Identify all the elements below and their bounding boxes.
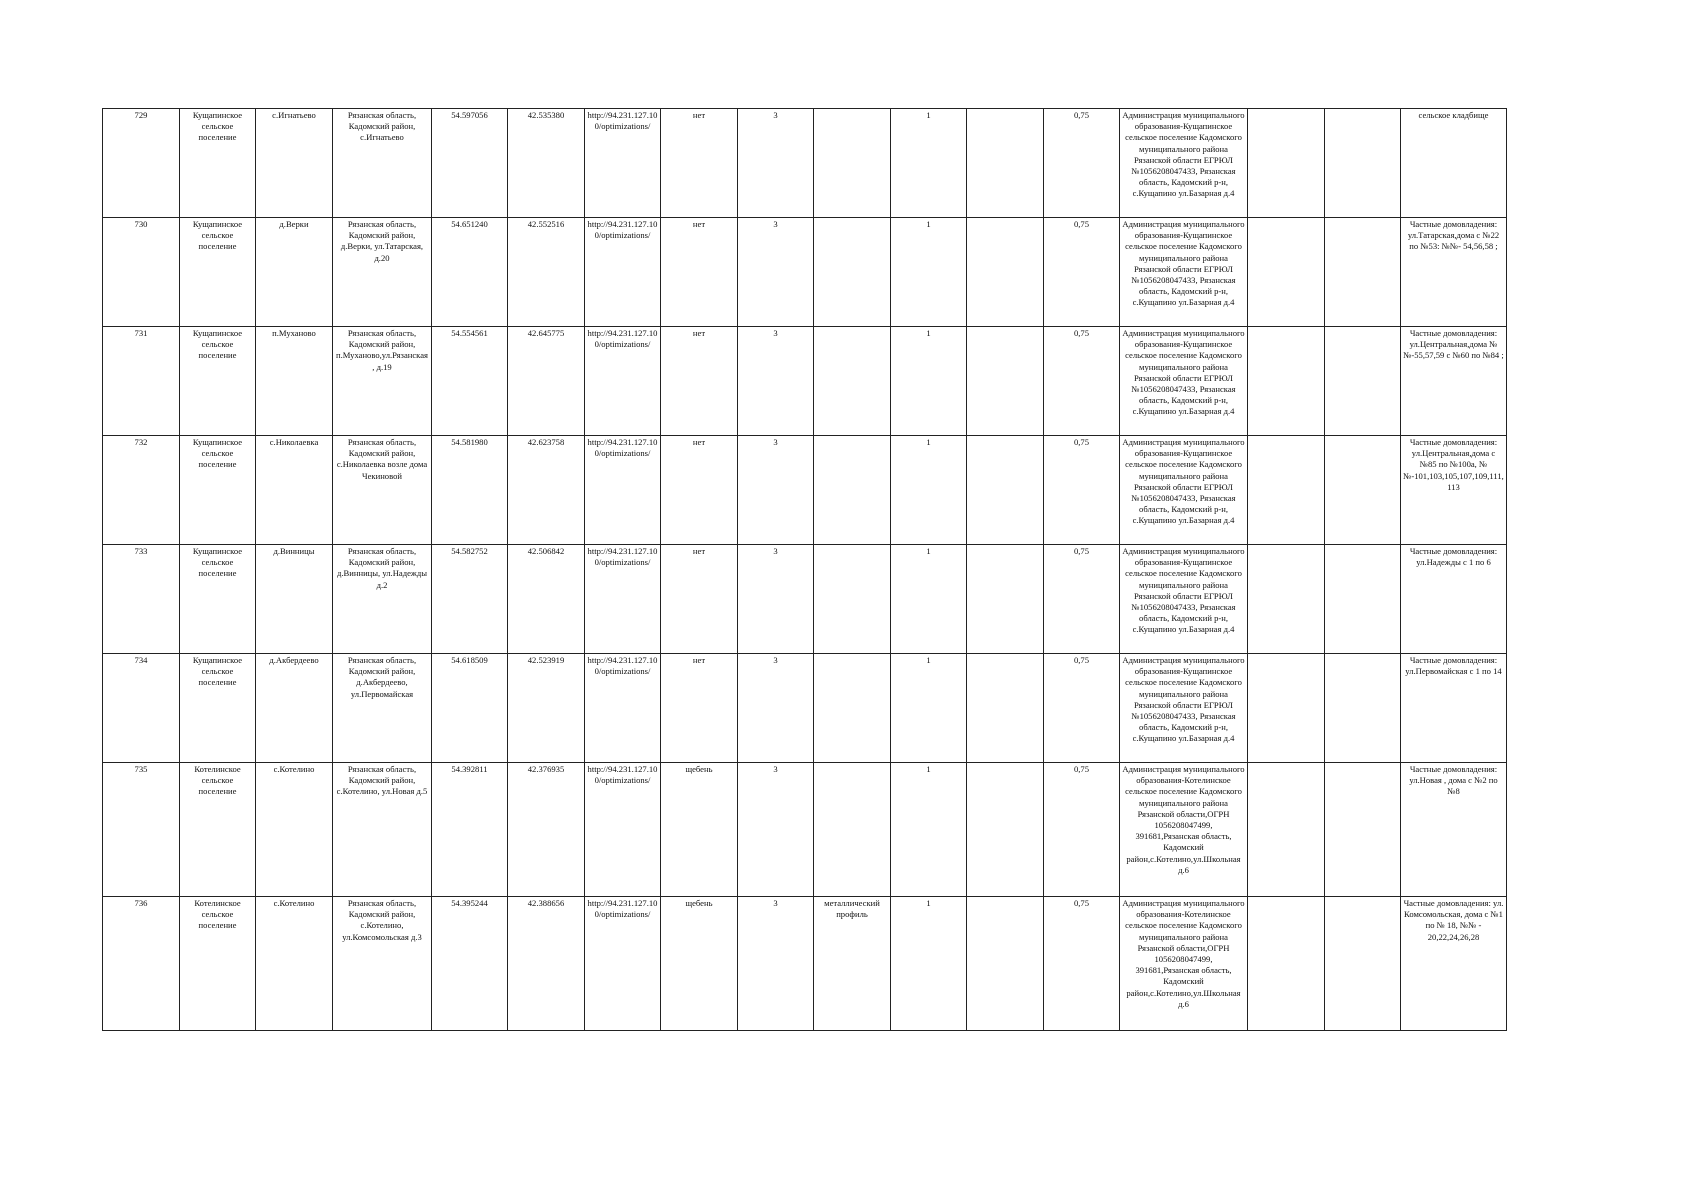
empty-cell xyxy=(1325,545,1401,654)
link-cell: http://94.231.127.100/optimizations/ xyxy=(585,327,661,436)
table-row xyxy=(103,545,1507,654)
volume-cell: 0,75 xyxy=(1044,654,1120,763)
table-row xyxy=(103,109,1507,218)
row-number-cell: 731 xyxy=(103,327,180,436)
latitude-cell: 54.581980 xyxy=(432,436,508,545)
row-number-cell: 734 xyxy=(103,654,180,763)
link-cell: http://94.231.127.100/optimizations/ xyxy=(585,109,661,218)
empty-cell xyxy=(1248,218,1325,327)
row-number-cell: 730 xyxy=(103,218,180,327)
locality-cell: д.Верки xyxy=(256,218,333,327)
volume-cell: 0,75 xyxy=(1044,545,1120,654)
container-count-cell: 3 xyxy=(738,897,814,1031)
surface-cover-cell: нет xyxy=(661,654,738,763)
settlement-cell: Котелинское сельское поселение xyxy=(180,897,256,1031)
owner-cell: Администрация муниципального образования-Кущапинское сельское поселение Кадомского муниципального района Рязанской области ЕГРЮЛ №1056208047433, Рязанская область, Кадомский р-н, с.Кущапино ул.Базарная д.4 xyxy=(1120,436,1248,545)
empty-cell xyxy=(1325,763,1401,897)
owner-cell: Администрация муниципального образования-Котелинское сельское поселение Кадомского муниципального района Рязанской области,ОГРН 1056208047499, 391681,Рязанская область, Кадомский район,с.Котелино,ул.Школьная д.6 xyxy=(1120,763,1248,897)
latitude-cell: 54.651240 xyxy=(432,218,508,327)
surface-cover-cell: щебень xyxy=(661,897,738,1031)
table-row xyxy=(103,436,1507,545)
longitude-cell: 42.623758 xyxy=(508,436,585,545)
waste-sources-cell: Частные домовладения: ул. Комсомольская, дома с №1 по № 18, №№ - 20,22,24,26,28 xyxy=(1401,897,1507,1031)
owner-cell: Администрация муниципального образования-Кущапинское сельское поселение Кадомского муниципального района Рязанской области ЕГРЮЛ №1056208047433, Рязанская область, Кадомский р-н, с.Кущапино ул.Базарная д.4 xyxy=(1120,327,1248,436)
empty-cell xyxy=(967,763,1044,897)
planned-count-cell: 1 xyxy=(891,545,967,654)
container-count-cell: 3 xyxy=(738,545,814,654)
row-number-cell: 733 xyxy=(103,545,180,654)
container-count-cell: 3 xyxy=(738,763,814,897)
locality-cell: д.Винницы xyxy=(256,545,333,654)
link-cell: http://94.231.127.100/optimizations/ xyxy=(585,897,661,1031)
empty-cell xyxy=(1325,109,1401,218)
surface-cover-cell: нет xyxy=(661,218,738,327)
address-cell: Рязанская область, Кадомский район, с.Котелино, ул.Новая д.5 xyxy=(333,763,432,897)
empty-cell xyxy=(967,327,1044,436)
address-cell: Рязанская область, Кадомский район, д.Верки, ул.Татарская, д.20 xyxy=(333,218,432,327)
latitude-cell: 54.597056 xyxy=(432,109,508,218)
surface-cover-cell: нет xyxy=(661,545,738,654)
empty-cell xyxy=(1248,654,1325,763)
fence-material-cell xyxy=(814,763,891,897)
row-number-cell: 735 xyxy=(103,763,180,897)
address-cell: Рязанская область, Кадомский район, п.Муханово,ул.Рязанская, д.19 xyxy=(333,327,432,436)
latitude-cell: 54.582752 xyxy=(432,545,508,654)
fence-material-cell xyxy=(814,436,891,545)
fence-material-cell xyxy=(814,109,891,218)
waste-sites-register-table xyxy=(102,108,1507,1031)
empty-cell xyxy=(1325,654,1401,763)
empty-cell xyxy=(1325,436,1401,545)
surface-cover-cell: нет xyxy=(661,109,738,218)
settlement-cell: Кущапинское сельское поселение xyxy=(180,654,256,763)
waste-sources-cell: Частные домовладения: ул.Татарская,дома с №22 по №53: №№- 54,56,58 ; xyxy=(1401,218,1507,327)
table-row xyxy=(103,763,1507,897)
settlement-cell: Котелинское сельское поселение xyxy=(180,763,256,897)
latitude-cell: 54.618509 xyxy=(432,654,508,763)
latitude-cell: 54.554561 xyxy=(432,327,508,436)
volume-cell: 0,75 xyxy=(1044,436,1120,545)
locality-cell: с.Котелино xyxy=(256,763,333,897)
locality-cell: с.Николаевка xyxy=(256,436,333,545)
planned-count-cell: 1 xyxy=(891,109,967,218)
empty-cell xyxy=(967,654,1044,763)
fence-material-cell: металлический профиль xyxy=(814,897,891,1031)
planned-count-cell: 1 xyxy=(891,218,967,327)
planned-count-cell: 1 xyxy=(891,436,967,545)
locality-cell: д.Акбердеево xyxy=(256,654,333,763)
link-cell: http://94.231.127.100/optimizations/ xyxy=(585,763,661,897)
fence-material-cell xyxy=(814,218,891,327)
locality-cell: с.Игнатьево xyxy=(256,109,333,218)
fence-material-cell xyxy=(814,545,891,654)
container-count-cell: 3 xyxy=(738,327,814,436)
address-cell: Рязанская область, Кадомский район, д.Акбердеево, ул.Первомайская xyxy=(333,654,432,763)
empty-cell xyxy=(967,897,1044,1031)
volume-cell: 0,75 xyxy=(1044,897,1120,1031)
empty-cell xyxy=(1248,327,1325,436)
settlement-cell: Кущапинское сельское поселение xyxy=(180,218,256,327)
container-count-cell: 3 xyxy=(738,109,814,218)
address-cell: Рязанская область, Кадомский район, с.Котелино, ул.Комсомольская д.3 xyxy=(333,897,432,1031)
owner-cell: Администрация муниципального образования-Котелинское сельское поселение Кадомского муниципального района Рязанской области,ОГРН 1056208047499, 391681,Рязанская область, Кадомский район,с.Котелино,ул.Школьная д.6 xyxy=(1120,897,1248,1031)
address-cell: Рязанская область, Кадомский район, д.Винницы, ул.Надежды д.2 xyxy=(333,545,432,654)
waste-sources-cell: Частные домовладения: ул.Новая , дома с №2 по №8 xyxy=(1401,763,1507,897)
row-number-cell: 732 xyxy=(103,436,180,545)
longitude-cell: 42.535380 xyxy=(508,109,585,218)
owner-cell: Администрация муниципального образования-Кущапинское сельское поселение Кадомского муниципального района Рязанской области ЕГРЮЛ №1056208047433, Рязанская область, Кадомский р-н, с.Кущапино ул.Базарная д.4 xyxy=(1120,545,1248,654)
empty-cell xyxy=(1248,109,1325,218)
longitude-cell: 42.376935 xyxy=(508,763,585,897)
link-cell: http://94.231.127.100/optimizations/ xyxy=(585,218,661,327)
table-row xyxy=(103,218,1507,327)
address-cell: Рязанская область, Кадомский район, с.Игнатьево xyxy=(333,109,432,218)
longitude-cell: 42.523919 xyxy=(508,654,585,763)
empty-cell xyxy=(1325,897,1401,1031)
settlement-cell: Кущапинское сельское поселение xyxy=(180,327,256,436)
owner-cell: Администрация муниципального образования-Кущапинское сельское поселение Кадомского муниципального района Рязанской области ЕГРЮЛ №1056208047433, Рязанская область, Кадомский р-н, с.Кущапино ул.Базарная д.4 xyxy=(1120,218,1248,327)
planned-count-cell: 1 xyxy=(891,654,967,763)
row-number-cell: 729 xyxy=(103,109,180,218)
fence-material-cell xyxy=(814,654,891,763)
owner-cell: Администрация муниципального образования-Кущапинское сельское поселение Кадомского муниципального района Рязанской области ЕГРЮЛ №1056208047433, Рязанская область, Кадомский р-н, с.Кущапино ул.Базарная д.4 xyxy=(1120,654,1248,763)
empty-cell xyxy=(1248,897,1325,1031)
surface-cover-cell: нет xyxy=(661,327,738,436)
empty-cell xyxy=(1325,218,1401,327)
empty-cell xyxy=(967,436,1044,545)
waste-sources-cell: Частные домовладения: ул.Надежды с 1 по 6 xyxy=(1401,545,1507,654)
planned-count-cell: 1 xyxy=(891,763,967,897)
locality-cell: п.Муханово xyxy=(256,327,333,436)
longitude-cell: 42.388656 xyxy=(508,897,585,1031)
longitude-cell: 42.506842 xyxy=(508,545,585,654)
address-cell: Рязанская область, Кадомский район, с.Николаевка возле дома Чекиновой xyxy=(333,436,432,545)
container-count-cell: 3 xyxy=(738,436,814,545)
planned-count-cell: 1 xyxy=(891,327,967,436)
link-cell: http://94.231.127.100/optimizations/ xyxy=(585,436,661,545)
empty-cell xyxy=(1248,545,1325,654)
empty-cell xyxy=(1248,763,1325,897)
table-row xyxy=(103,897,1507,1031)
planned-count-cell: 1 xyxy=(891,897,967,1031)
volume-cell: 0,75 xyxy=(1044,763,1120,897)
surface-cover-cell: нет xyxy=(661,436,738,545)
link-cell: http://94.231.127.100/optimizations/ xyxy=(585,545,661,654)
settlement-cell: Кущапинское сельское поселение xyxy=(180,436,256,545)
empty-cell xyxy=(967,109,1044,218)
settlement-cell: Кущапинское сельское поселение xyxy=(180,109,256,218)
longitude-cell: 42.552516 xyxy=(508,218,585,327)
empty-cell xyxy=(967,218,1044,327)
latitude-cell: 54.395244 xyxy=(432,897,508,1031)
volume-cell: 0,75 xyxy=(1044,109,1120,218)
row-number-cell: 736 xyxy=(103,897,180,1031)
longitude-cell: 42.645775 xyxy=(508,327,585,436)
table-row xyxy=(103,327,1507,436)
empty-cell xyxy=(967,545,1044,654)
latitude-cell: 54.392811 xyxy=(432,763,508,897)
container-count-cell: 3 xyxy=(738,218,814,327)
empty-cell xyxy=(1248,436,1325,545)
waste-sources-cell: Частные домовладения: ул.Центральная,дома с №85 по №100а, №№-101,103,105,107,109,111,113 xyxy=(1401,436,1507,545)
waste-sources-cell: Частные домовладения: ул.Первомайская с 1 по 14 xyxy=(1401,654,1507,763)
settlement-cell: Кущапинское сельское поселение xyxy=(180,545,256,654)
waste-sources-cell: сельское кладбище xyxy=(1401,109,1507,218)
empty-cell xyxy=(1325,327,1401,436)
owner-cell: Администрация муниципального образования-Кущапинское сельское поселение Кадомского муниципального района Рязанской области ЕГРЮЛ №1056208047433, Рязанская область, Кадомский р-н, с.Кущапино ул.Базарная д.4 xyxy=(1120,109,1248,218)
volume-cell: 0,75 xyxy=(1044,327,1120,436)
container-count-cell: 3 xyxy=(738,654,814,763)
volume-cell: 0,75 xyxy=(1044,218,1120,327)
fence-material-cell xyxy=(814,327,891,436)
link-cell: http://94.231.127.100/optimizations/ xyxy=(585,654,661,763)
surface-cover-cell: щебень xyxy=(661,763,738,897)
table-body xyxy=(103,109,1507,1031)
locality-cell: с.Котелино xyxy=(256,897,333,1031)
table-row xyxy=(103,654,1507,763)
waste-sources-cell: Частные домовладения: ул.Центральная,дома №№-55,57,59 с №60 по №84 ; xyxy=(1401,327,1507,436)
